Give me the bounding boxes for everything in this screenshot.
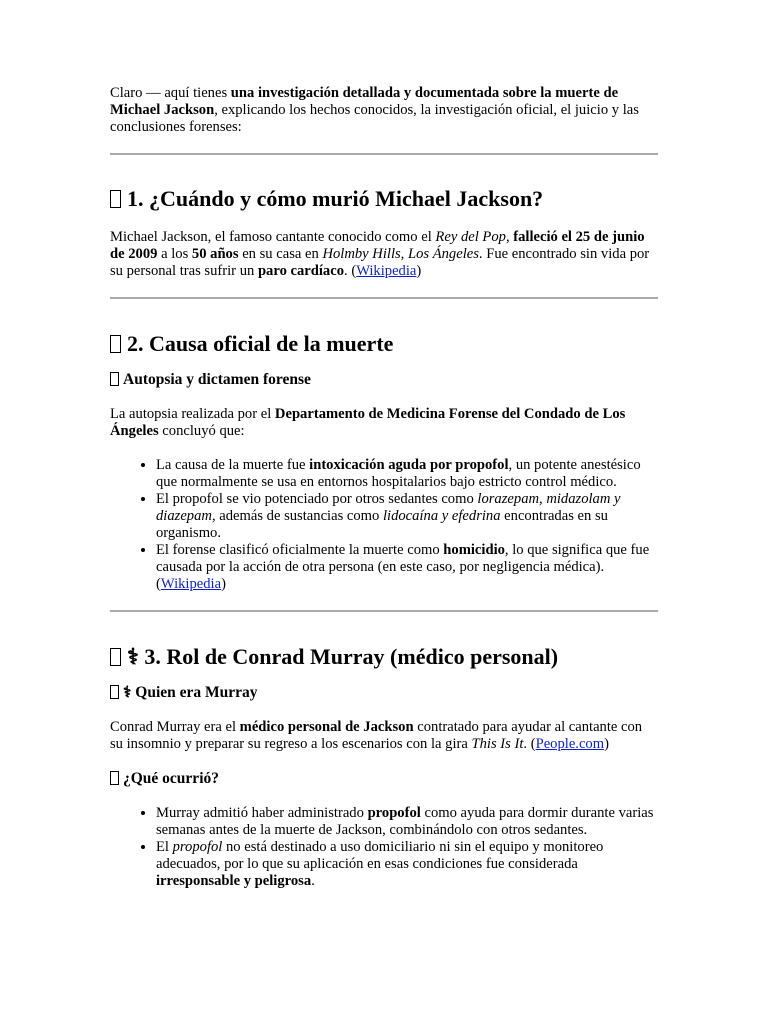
list-item <box>156 457 658 491</box>
s1-bold-age: 50 años <box>191 246 239 262</box>
section-divider <box>110 610 658 612</box>
s3-text: Conrad Murray era el <box>110 719 240 735</box>
li-text: El propofol se vio potenciado por otros sedantes como <box>156 491 478 507</box>
section-divider <box>110 153 658 155</box>
li-text: como ayuda para dormir durante varias semanas antes de la muerte de Jackson, combinándolo con otros sedantes. <box>156 805 654 838</box>
s1-text: a los <box>157 246 192 262</box>
li-text: encontradas en su organismo. <box>156 508 608 541</box>
li-italic: propofol <box>172 839 223 855</box>
li-text: ) <box>221 576 226 592</box>
missing-glyph-icon <box>110 648 121 666</box>
wikipedia-link[interactable]: Wikipedia <box>356 263 417 279</box>
section-3-list <box>110 805 658 890</box>
s1-text: . ( <box>344 263 357 279</box>
s3-bold: médico personal de Jackson <box>239 719 414 735</box>
missing-glyph-icon <box>110 372 119 386</box>
li-text: El <box>156 839 173 855</box>
people-link[interactable]: People.com <box>535 736 605 752</box>
li-text: , un potente anestésico que normalmente se usa en entornos hospitalarios bajo estricto control médico. <box>156 457 641 490</box>
list-item <box>156 542 658 593</box>
s1-text: ) <box>416 263 422 279</box>
li-text: El forense clasificó oficialmente la muerte como <box>156 542 444 558</box>
section-divider <box>110 297 658 299</box>
li-bold: homicidio <box>443 542 505 558</box>
li-italic: lorazepam <box>477 491 540 507</box>
s3-text: . ( <box>523 736 536 752</box>
section-2-heading <box>110 331 658 357</box>
section-1-heading <box>110 186 658 212</box>
li-bold: intoxicación aguda por propofol <box>309 457 509 473</box>
li-text: La causa de la muerte fue <box>156 457 310 473</box>
section-2-paragraph <box>110 406 658 440</box>
li-text: , además de sustancias como <box>211 508 383 524</box>
section-3-subheading <box>110 684 658 702</box>
section-3-subtitle: ⚕ Quien era Murray <box>123 684 258 701</box>
intro-bold: una investigación detallada y documentada sobre la muerte de Michael Jackson <box>110 85 619 118</box>
s2-bold: Departamento de Medicina Forense del Condado de Los Ángeles <box>110 406 626 439</box>
list-item <box>156 805 658 839</box>
li-text: . <box>311 873 315 889</box>
section-2-list <box>110 457 658 593</box>
li-bold: irresponsable y peligrosa <box>156 873 312 889</box>
intro-paragraph <box>110 85 658 136</box>
li-text: Murray admitió haber administrado <box>156 805 368 821</box>
section-2-subtitle: Autopsia y dictamen forense <box>123 371 311 388</box>
s1-text: Michael Jackson, el famoso cantante conocido como el <box>110 229 436 245</box>
s1-italic-place: Holmby Hills, Los Ángeles <box>322 246 479 262</box>
li-text: , lo que significa que fue causada por la acción de otra persona (en este caso, por negligencia médica). ( <box>156 542 650 592</box>
li-text: , <box>539 491 547 507</box>
missing-glyph-icon <box>110 190 121 208</box>
section-3-subtitle-2: ¿Qué ocurrió? <box>123 770 219 787</box>
intro-text-end: , explicando los hechos conocidos, la investigación oficial, el juicio y las conclusiones forenses: <box>110 102 639 135</box>
s1-text: , <box>505 229 514 245</box>
missing-glyph-icon <box>110 771 119 785</box>
s2-text: La autopsia realizada por el <box>110 406 275 422</box>
section-3-title: ⚕ 3. Rol de Conrad Murray (médico personal) <box>127 644 559 669</box>
li-text: no está destinado a uso domiciliario ni sin el equipo y monitoreo adecuados, por lo que su aplicación en esas condiciones fue considerada <box>156 839 604 872</box>
missing-glyph-icon <box>110 685 119 699</box>
li-italic: lidocaína y efedrina <box>382 508 501 524</box>
s1-text: en su casa en <box>238 246 323 262</box>
section-2-subheading <box>110 371 658 389</box>
section-2-title: 2. Causa oficial de la muerte <box>127 331 394 356</box>
section-1-title: 1. ¿Cuándo y cómo murió Michael Jackson? <box>127 186 544 211</box>
s2-text: concluyó que: <box>158 423 245 439</box>
document-body <box>110 85 658 890</box>
li-bold: propofol <box>367 805 421 821</box>
list-item <box>156 839 658 890</box>
s3-text: contratado para ayudar al cantante con su insomnio y preparar su regreso a los escenarios con la gira <box>110 719 643 752</box>
section-3-subheading-2 <box>110 770 658 788</box>
missing-glyph-icon <box>110 335 121 353</box>
s1-bold-cause: paro cardíaco <box>257 263 345 279</box>
s1-text: . Fue encontrado sin vida por su personal tras sufrir un <box>110 246 650 279</box>
section-1-paragraph <box>110 229 658 280</box>
s1-bold-date: falleció el 25 de junio de 2009 <box>110 229 645 262</box>
section-3-paragraph <box>110 719 658 753</box>
s3-italic: This Is It <box>471 736 524 752</box>
wikipedia-link[interactable]: Wikipedia <box>160 576 222 592</box>
list-item <box>156 491 658 542</box>
intro-text: Claro — aquí tienes <box>110 85 231 101</box>
s3-text: ) <box>604 736 609 752</box>
li-italic: midazolam y diazepam <box>156 491 621 524</box>
section-3-heading <box>110 644 658 670</box>
s1-italic: Rey del Pop <box>435 229 506 245</box>
